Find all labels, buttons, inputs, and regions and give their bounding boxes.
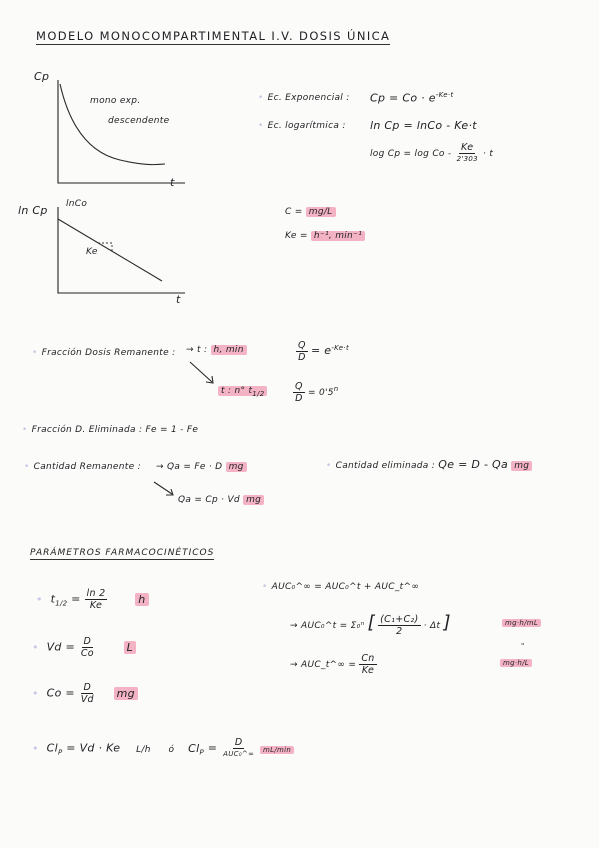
graph2-y-label: ln Cp bbox=[18, 204, 48, 217]
fraccion-remanente-arrow1: → t : h, min bbox=[186, 345, 247, 355]
bullet-icon: • bbox=[262, 582, 268, 592]
bullet-icon: • bbox=[32, 640, 39, 654]
cantidad-remanente-formula2: Qa = Cp · Vd mg bbox=[178, 495, 264, 505]
bullet-icon: • bbox=[258, 93, 264, 103]
cantidad-remanente-formula1: → Qa = Fe · D mg bbox=[156, 462, 247, 472]
bullet-icon: • bbox=[32, 741, 39, 755]
auc-trapezoid-unit: mg·h/mL bbox=[502, 619, 541, 627]
eq-logaritmica-label: • Ec. logarítmica : bbox=[258, 121, 346, 131]
auc-trapezoid: → AUC₀^t = Σ₀ⁿ [ $\frac{\text{(C₁+C₂)}}{2}$ · Δt ] bbox=[290, 612, 451, 637]
graph1-y-label: Cp bbox=[34, 70, 50, 83]
fraccion-remanente-label: • Fracción Dosis Remanente : bbox=[32, 348, 176, 358]
bullet-icon: • bbox=[32, 686, 39, 700]
auc-tail: → AUC_t^∞ = $\frac{Cn}{Ke}$ bbox=[290, 653, 375, 676]
units-c: C = mg/L bbox=[285, 207, 336, 217]
linear-decline bbox=[58, 219, 162, 281]
fraccion-remanente-eq1: $\frac{Q}{D}$ = $e^{-Ke\cdot t}$ bbox=[298, 340, 349, 363]
bullet-icon: • bbox=[24, 462, 30, 472]
param-vd: • Vd = $\frac{D}{Co}$ L bbox=[32, 636, 136, 659]
param-t-half: • $t_{1/2}$ = $\frac{\ln 2}{Ke}$ h bbox=[36, 588, 149, 611]
fraccion-remanente-arrow2: t : n° $t_{1/2}$ bbox=[218, 386, 267, 398]
param-co: • Co = $\frac{D}{Vd}$ mg bbox=[32, 682, 138, 705]
page-title: MODELO MONOCOMPARTIMENTAL I.V. DOSIS ÚNICA bbox=[36, 29, 391, 43]
eq-log10: log Cp = log Co - $\frac{Ke}{2'303}$ · t bbox=[370, 142, 494, 163]
lncp-vs-t-graph bbox=[50, 205, 200, 305]
cantidad-remanente-label: • Cantidad Remanente : bbox=[24, 462, 141, 472]
graph1-annotation-line2: descendente bbox=[108, 116, 170, 126]
auc-total: • AUC₀^∞ = AUC₀^t + AUC_t^∞ bbox=[262, 582, 420, 592]
units-ke: Ke = h⁻¹, min⁻¹ bbox=[285, 231, 365, 241]
fraccion-remanente-eq2: $\frac{Q}{D}$ = $0'5^n$ bbox=[295, 381, 339, 404]
graph2-y0-label: lnCo bbox=[66, 199, 88, 209]
bullet-icon: • bbox=[32, 348, 38, 358]
graph2-slope-label: Ke bbox=[86, 247, 98, 257]
bullet-icon: • bbox=[36, 592, 43, 606]
section-title: PARÁMETROS FARMACOCINÉTICOS bbox=[30, 548, 215, 558]
cantidad-eliminada: • Cantidad eliminada : Qe = D - Qa mg bbox=[326, 458, 532, 471]
bullet-icon: • bbox=[22, 425, 28, 435]
auc-tail-unit: mg·h/L bbox=[500, 659, 532, 667]
eq-exponencial-label: • Ec. Exponencial : bbox=[258, 93, 350, 103]
graph2-x-label: t bbox=[176, 293, 181, 306]
graph1-annotation-line1: mono exp. bbox=[90, 96, 141, 106]
graph1-x-label: t bbox=[170, 176, 175, 189]
eq-logaritmica-formula: ln Cp = lnCo - Ke·t bbox=[370, 119, 477, 132]
bullet-icon: • bbox=[258, 121, 264, 131]
fraccion-eliminada: • Fracción D. Eliminada : Fe = 1 - Fe bbox=[22, 425, 199, 435]
auc-separator: " bbox=[521, 642, 525, 650]
bullet-icon: • bbox=[326, 461, 332, 471]
eq-exponencial-formula: $Cp = Co \cdot e^{-Ke\cdot t}$ bbox=[370, 91, 454, 105]
graph2-axes bbox=[58, 207, 185, 293]
param-cl: • $Cl_P = Vd \cdot Ke$ L/h ó $Cl_P$ = $\frac{D}{\text{AUC₀\textasciicircum{}∞}}$ mL/min bbox=[32, 737, 294, 760]
